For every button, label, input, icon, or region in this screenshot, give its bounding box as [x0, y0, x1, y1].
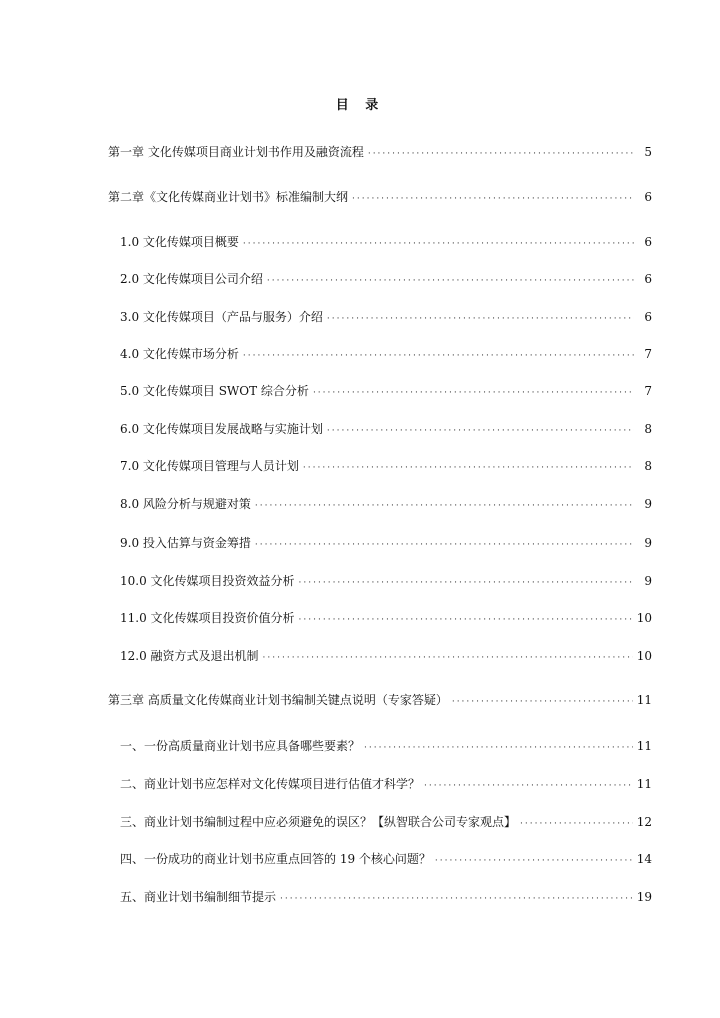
toc-entry-label: 一、一份高质量商业计划书应具备哪些要素？ [120, 739, 361, 753]
toc-entry-page: 8 [644, 459, 652, 473]
toc-entry-section[interactable] [120, 535, 652, 553]
toc-entry-question[interactable] [120, 776, 652, 794]
toc-entry-label: 第二章《文化传媒商业计划书》标准编制大纲 [108, 190, 349, 204]
dot-leader [280, 891, 633, 907]
toc-entry-label: 第一章 文化传媒项目商业计划书作用及融资流程 [108, 145, 364, 159]
toc-entry-page: 6 [644, 310, 652, 324]
toc-entry-page: 12 [636, 815, 652, 829]
toc-entry-section[interactable] [120, 421, 652, 439]
toc-entry-page: 9 [644, 574, 652, 588]
dot-leader [352, 191, 634, 207]
toc-entry-chapter-1[interactable] [108, 144, 652, 162]
toc-entry-label: 四、一份成功的商业计划书应重点回答的 19 个核心问题？ [120, 852, 431, 866]
dot-leader [299, 575, 634, 591]
toc-entry-page: 14 [636, 852, 652, 866]
toc-entry-page: 10 [636, 611, 652, 625]
toc-entry-page: 9 [644, 497, 652, 511]
dot-leader [435, 853, 633, 869]
toc-entry-section[interactable] [120, 271, 652, 289]
dot-leader [255, 537, 634, 553]
toc-entry-label: 8.0 风险分析与规避对策 [120, 497, 251, 511]
toc-entry-page: 7 [644, 347, 652, 361]
dot-leader [424, 778, 633, 794]
toc-entry-page: 10 [636, 649, 652, 663]
toc-entry-page: 8 [644, 422, 652, 436]
dot-leader [313, 385, 634, 401]
toc-entry-section[interactable] [120, 234, 652, 252]
toc-entry-page: 6 [644, 190, 652, 204]
dot-leader [243, 236, 634, 252]
dot-leader [327, 311, 634, 327]
toc-entry-label: 5.0 文化传媒项目 SWOT 综合分析 [120, 384, 309, 398]
dot-leader [243, 348, 634, 364]
toc-entry-section[interactable] [120, 346, 652, 364]
dot-leader [255, 498, 634, 514]
toc-entry-label: 1.0 文化传媒项目概要 [120, 235, 239, 249]
toc-entry-label: 6.0 文化传媒项目发展战略与实施计划 [120, 422, 323, 436]
toc-entry-section[interactable] [120, 573, 652, 591]
toc-entry-section[interactable] [120, 458, 652, 476]
toc-entry-label: 三、商业计划书编制过程中应必须避免的误区？【纵智联合公司专家观点】 [120, 815, 517, 829]
dot-leader [520, 816, 633, 832]
toc-entry-label: 3.0 文化传媒项目（产品与服务）介绍 [120, 310, 323, 324]
toc-entry-section[interactable] [120, 610, 652, 628]
toc-entry-question[interactable] [120, 814, 652, 832]
toc-entry-label: 4.0 文化传媒市场分析 [120, 347, 239, 361]
toc-entry-page: 9 [644, 536, 652, 550]
toc-entry-page: 11 [636, 693, 652, 707]
toc-entry-label: 二、商业计划书应怎样对文化传媒项目进行估值才科学？ [120, 777, 421, 791]
dot-leader [452, 694, 633, 710]
toc-entry-label: 10.0 文化传媒项目投资效益分析 [120, 574, 295, 588]
toc-entry-page: 7 [644, 384, 652, 398]
toc-entry-chapter-3[interactable] [108, 692, 652, 710]
toc-entry-page: 5 [644, 145, 652, 159]
toc-entry-section[interactable] [120, 309, 652, 327]
dot-leader [263, 650, 633, 666]
toc-entry-label: 11.0 文化传媒项目投资价值分析 [120, 611, 295, 625]
dot-leader [299, 612, 633, 628]
dot-leader [327, 423, 634, 439]
toc-entry-page: 11 [636, 739, 652, 753]
toc-entry-label: 五、商业计划书编制细节提示 [120, 890, 277, 904]
toc-entry-page: 6 [644, 235, 652, 249]
toc-title: 目 录 [335, 98, 385, 113]
toc-entry-section[interactable] [120, 496, 652, 514]
dot-leader [267, 273, 634, 289]
toc-entry-question[interactable] [120, 851, 652, 869]
toc-entry-section[interactable] [120, 648, 652, 666]
toc-entry-section[interactable] [120, 383, 652, 401]
toc-entry-page: 19 [636, 890, 652, 904]
dot-leader [303, 460, 634, 476]
toc-entry-label: 9.0 投入估算与资金筹措 [120, 536, 251, 550]
toc-entry-page: 11 [636, 777, 652, 791]
toc-entry-label: 12.0 融资方式及退出机制 [120, 649, 259, 663]
toc-entry-question[interactable] [120, 738, 652, 756]
toc-entry-chapter-2[interactable] [108, 189, 652, 207]
toc-entry-label: 第三章 高质量文化传媒商业计划书编制关键点说明（专家答疑） [108, 693, 448, 707]
dot-leader [364, 740, 633, 756]
toc-entry-question[interactable] [120, 889, 652, 907]
dot-leader [368, 146, 634, 162]
toc-entry-label: 7.0 文化传媒项目管理与人员计划 [120, 459, 299, 473]
toc-entry-page: 6 [644, 272, 652, 286]
toc-entry-label: 2.0 文化传媒项目公司介绍 [120, 272, 263, 286]
